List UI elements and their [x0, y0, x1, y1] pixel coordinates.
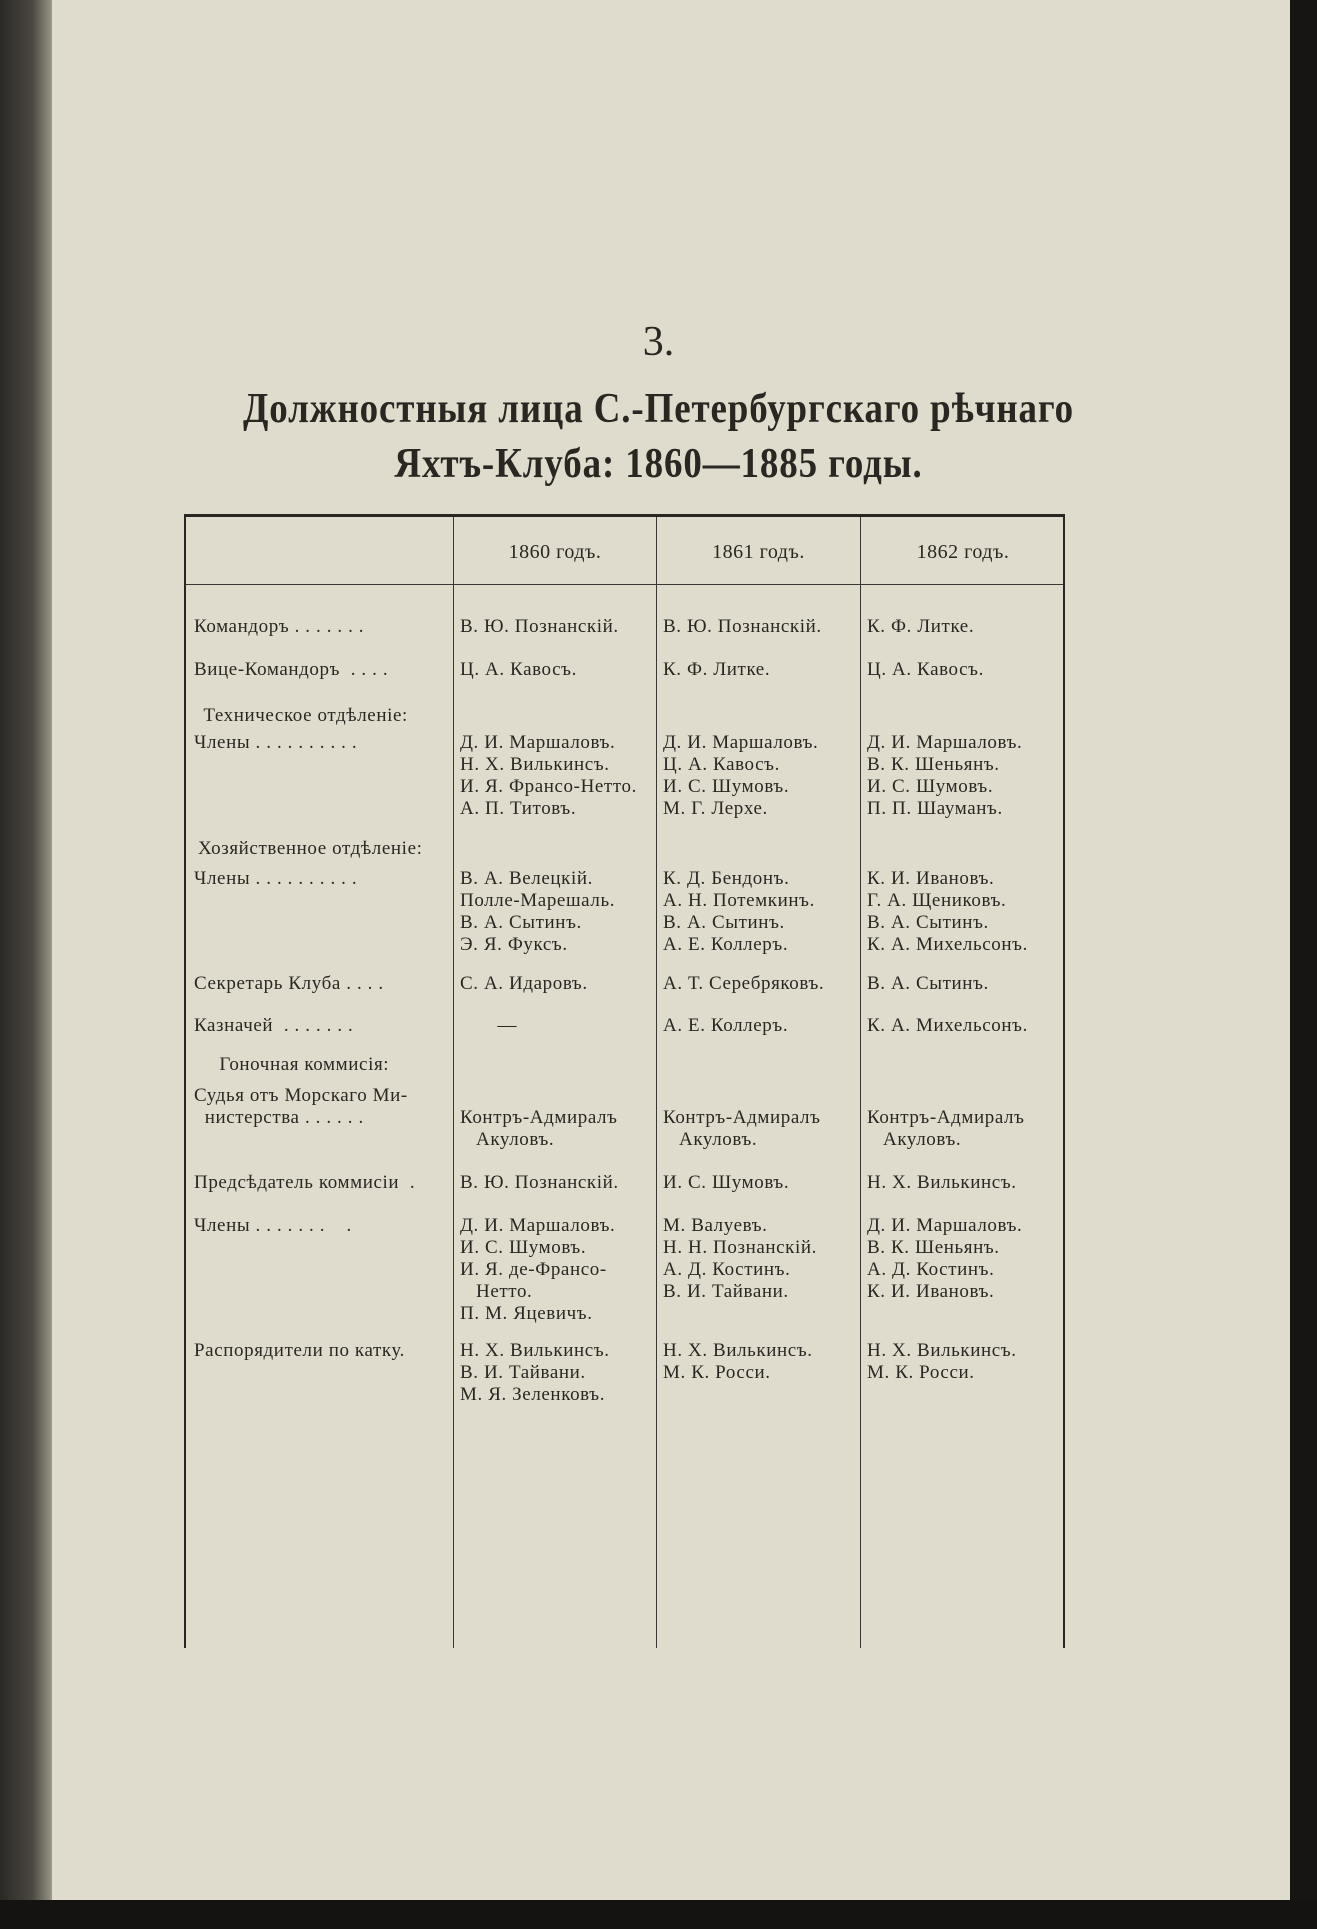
official-name: К. И. Ивановъ.	[867, 1281, 995, 1302]
row-label	[194, 1015, 456, 1037]
table-cell-1862	[867, 1215, 1022, 1303]
scan-border	[0, 1900, 1317, 1929]
table-cell-1860	[460, 1172, 619, 1194]
row-label-line: Гоночная коммисія:	[198, 1054, 390, 1075]
column-divider	[656, 517, 657, 1648]
table-cell-1860	[460, 1107, 618, 1151]
table-cell-1861	[663, 868, 815, 956]
official-name: Н. Н. Познанскій.	[663, 1237, 817, 1258]
official-name: А. П. Титовъ.	[460, 798, 577, 819]
header-divider	[186, 584, 1063, 585]
official-name: И. Я. Франсо-Нетто.	[460, 776, 637, 797]
row-label-line: Секретарь Клуба . . . .	[194, 973, 384, 994]
official-name: В. А. Сытинъ.	[663, 912, 785, 933]
row-label	[194, 1340, 456, 1362]
official-name: В. Ю. Познанскій.	[460, 616, 619, 637]
official-name: В. А. Велецкій.	[460, 868, 594, 889]
official-name: П. М. Яцевичъ.	[460, 1303, 593, 1324]
table-cell-1862	[867, 868, 1028, 956]
official-name: Н. Х. Вилькинсъ.	[460, 1340, 610, 1361]
official-name: М. Я. Зеленковъ.	[460, 1384, 606, 1405]
official-name: В. Ю. Познанскій.	[460, 1172, 619, 1193]
header-1861: 1861 годъ.	[712, 541, 805, 563]
official-name: С. А. Идаровъ.	[460, 973, 588, 994]
official-name: Контръ-Адмиралъ	[867, 1107, 1025, 1128]
official-name: И. С. Шумовъ.	[460, 1237, 587, 1258]
official-name: Ц. А. Кавосъ.	[460, 659, 577, 680]
official-name: Н. Х. Вилькинсъ.	[867, 1340, 1017, 1361]
official-name: Контръ-Адмиралъ	[460, 1107, 618, 1128]
table-cell-1860	[460, 1015, 517, 1037]
official-name: В. А. Сытинъ.	[460, 912, 582, 933]
table-cell-1861	[663, 1215, 817, 1303]
table-cell-1862	[867, 616, 974, 638]
official-name: В. Ю. Познанскій.	[663, 616, 822, 637]
official-name: М. К. Росси.	[663, 1362, 771, 1383]
row-label-line: Предсѣдатель коммисіи .	[194, 1172, 416, 1193]
table-cell-1862	[867, 1340, 1017, 1384]
official-name: К. А. Михельсонъ.	[867, 1015, 1028, 1036]
official-name: В. К. Шеньянъ.	[867, 1237, 1000, 1258]
official-name: И. С. Шумовъ.	[663, 776, 790, 797]
official-name: М. К. Росси.	[867, 1362, 975, 1383]
row-label-line: Командоръ . . . . . . .	[194, 616, 365, 637]
official-name: К. Ф. Литке.	[663, 659, 771, 680]
official-name: А. Т. Серебряковъ.	[663, 973, 825, 994]
official-name: А. Д. Костинъ.	[867, 1259, 995, 1280]
row-label-line: Судья отъ Морскаго Ми-	[194, 1085, 408, 1106]
official-name: И. С. Шумовъ.	[867, 776, 994, 797]
official-name: К. А. Михельсонъ.	[867, 934, 1028, 955]
official-name: В. И. Тайвани.	[460, 1362, 586, 1383]
official-name: Акуловъ.	[867, 1129, 962, 1150]
official-name: М. Г. Лерхе.	[663, 798, 768, 819]
official-name: А. Д. Костинъ.	[663, 1259, 791, 1280]
official-name: К. И. Ивановъ.	[867, 868, 995, 889]
row-label	[194, 1085, 456, 1129]
table-cell-1861	[663, 616, 822, 638]
official-name: А. Н. Потемкинъ.	[663, 890, 815, 911]
table-cell-1861	[663, 732, 818, 820]
table-cell-1860	[460, 732, 637, 820]
row-label-line: Вице-Командоръ . . . .	[194, 659, 389, 680]
row-label	[194, 973, 456, 995]
table-cell-1860	[460, 1340, 610, 1406]
row-label	[198, 838, 460, 860]
table-cell-1862	[867, 1107, 1025, 1151]
table-cell-1861	[663, 1340, 813, 1384]
table-cell-1861	[663, 973, 824, 995]
official-name: К. Д. Бендонъ.	[663, 868, 790, 889]
row-label	[198, 705, 460, 727]
row-label-line: Члены . . . . . . . . . .	[194, 732, 358, 753]
page-title-line-2: Яхтъ-Клуба: 1860—1885 годы.	[394, 441, 923, 487]
official-name: Ц. А. Кавосъ.	[663, 754, 780, 775]
row-label-line: Члены . . . . . . . . . .	[194, 868, 358, 889]
row-label	[194, 616, 456, 638]
row-label	[194, 732, 456, 754]
official-name: Э. Я. Фуксъ.	[460, 934, 568, 955]
official-name: И. С. Шумовъ.	[663, 1172, 790, 1193]
officials-table	[184, 514, 1065, 1648]
official-name: Н. Х. Вилькинсъ.	[663, 1340, 813, 1361]
column-divider	[860, 517, 861, 1648]
official-name: П. П. Шауманъ.	[867, 798, 1003, 819]
table-cell-1862	[867, 1015, 1028, 1037]
table-cell-1861	[663, 1015, 788, 1037]
table-cell-1860	[460, 659, 577, 681]
official-name: Н. Х. Вилькинсъ.	[460, 754, 610, 775]
row-label-line: Члены . . . . . . . .	[194, 1215, 352, 1236]
official-name: Полле-Марешаль.	[460, 890, 616, 911]
row-label	[194, 868, 456, 890]
official-name: В. А. Сытинъ.	[867, 973, 989, 994]
page-title-line-1: Должностныя лица С.-Петербургскаго рѣчнаго	[243, 386, 1074, 432]
official-name: А. Е. Коллеръ.	[663, 1015, 789, 1036]
row-label-line: нистерства . . . . . .	[194, 1107, 364, 1128]
official-name: —	[460, 1015, 518, 1036]
table-cell-1860	[460, 868, 615, 956]
header-1862: 1862 годъ.	[916, 541, 1010, 563]
official-name: Н. Х. Вилькинсъ.	[867, 1172, 1017, 1193]
official-name: М. Валуевъ.	[663, 1215, 768, 1236]
table-cell-1860	[460, 616, 619, 638]
official-name: Акуловъ.	[663, 1129, 758, 1150]
page-edge	[1290, 0, 1317, 1929]
table-cell-1861	[663, 659, 770, 681]
section-number: 3.	[642, 319, 675, 365]
table-cell-1862	[867, 973, 989, 995]
official-name: В. К. Шеньянъ.	[867, 754, 1000, 775]
table-cell-1862	[867, 1172, 1017, 1194]
official-name: В. А. Сытинъ.	[867, 912, 989, 933]
table-cell-1860	[460, 973, 588, 995]
table-cell-1861	[663, 1172, 789, 1194]
column-divider	[453, 517, 454, 1648]
table-cell-1861	[663, 1107, 821, 1151]
row-label	[198, 1054, 460, 1076]
official-name: Нетто.	[460, 1281, 533, 1302]
row-label-line: Хозяйственное отдѣленіе:	[198, 838, 423, 859]
official-name: Акуловъ.	[460, 1129, 555, 1150]
book-spine	[0, 0, 58, 1929]
official-name: Ц. А. Кавосъ.	[867, 659, 984, 680]
official-name: В. И. Тайвани.	[663, 1281, 789, 1302]
table-cell-1862	[867, 659, 984, 681]
official-name: А. Е. Коллеръ.	[663, 934, 789, 955]
official-name: К. Ф. Литке.	[867, 616, 975, 637]
row-label-line: Распорядители по катку.	[194, 1340, 406, 1361]
row-label-line: Техническое отдѣленіе:	[198, 705, 408, 726]
official-name: Д. И. Маршаловъ.	[867, 732, 1023, 753]
row-label	[194, 1172, 456, 1194]
official-name: Д. И. Маршаловъ.	[460, 732, 616, 753]
table-cell-1862	[867, 732, 1022, 820]
official-name: И. Я. де-Франсо-	[460, 1259, 607, 1280]
official-name: Д. И. Маршаловъ.	[460, 1215, 616, 1236]
official-name: Д. И. Маршаловъ.	[867, 1215, 1023, 1236]
official-name: Д. И. Маршаловъ.	[663, 732, 819, 753]
header-1860: 1860 годъ.	[508, 541, 602, 563]
official-name: Контръ-Адмиралъ	[663, 1107, 821, 1128]
table-cell-1860	[460, 1215, 615, 1325]
row-label	[194, 1215, 456, 1237]
row-label	[194, 659, 456, 681]
row-label-line: Казначей . . . . . . .	[194, 1015, 354, 1036]
official-name: Г. А. Щениковъ.	[867, 890, 1007, 911]
